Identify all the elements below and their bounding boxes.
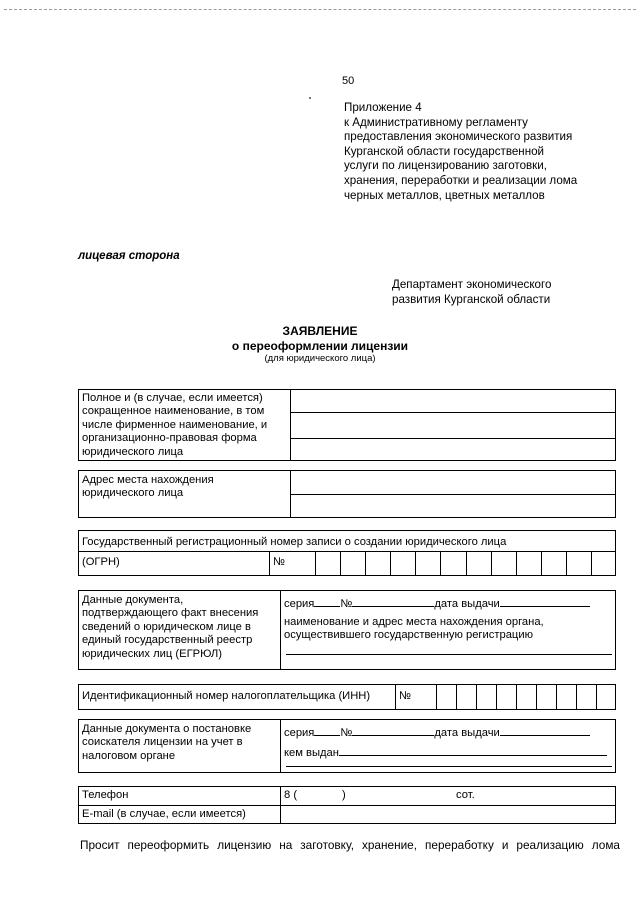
egrul-label: Данные документа, подтверждающего факт внесения сведений о юридическом лице в единый государственный реестр юридических лиц (ЕГРЮЛ)	[82, 594, 259, 660]
side-label: лицевая сторона	[78, 250, 180, 262]
digit-cell-divider	[340, 551, 341, 576]
digit-cell-divider	[591, 551, 592, 576]
tax-series-row: серия № дата выдачи	[284, 725, 590, 740]
appendix-line: хранения, переработки и реализации лома	[344, 173, 578, 187]
ogrn-label: Государственный регистрационный номер записи о создании юридического лица	[82, 536, 507, 548]
digit-cell-divider	[516, 551, 517, 576]
digit-cell-divider	[390, 551, 391, 576]
tax-label: Данные документа о постановке соискателя лицензии на учет в налоговом органе	[82, 723, 252, 762]
phone-label: Телефон	[82, 789, 129, 801]
digit-cell-divider	[440, 551, 441, 576]
phone-close-paren: )	[342, 789, 346, 801]
document-subtitle-note: (для юридического лица)	[264, 353, 376, 364]
appendix-header	[344, 101, 629, 203]
digit-cell-divider	[536, 684, 537, 710]
department-line: Департамент экономического	[392, 278, 552, 291]
email-field[interactable]	[281, 806, 615, 823]
department-line: развития Курганской области	[392, 292, 551, 306]
digit-cell-divider	[556, 684, 557, 710]
document-subtitle: о переоформлении лицензии	[231, 339, 409, 353]
address-field-line2[interactable]	[291, 495, 615, 517]
appendix-line: предоставления экономического развития	[344, 130, 573, 144]
ogrn-abbr: (ОГРН)	[82, 556, 120, 568]
digit-cell-divider	[415, 551, 416, 576]
digit-cell-divider	[365, 551, 366, 576]
inn-number-sign: №	[399, 690, 412, 702]
digit-cell-divider	[491, 551, 492, 576]
tax-issued-by-row: кем выдан	[284, 745, 607, 760]
department-addressee	[392, 278, 551, 307]
full-name-label: Полное и (в случае, если имеется) сокращенное наименование, в том числе фирменное наименование, и организационно-правовая форма юридического лица	[82, 392, 268, 458]
address-field-line1[interactable]	[291, 471, 615, 493]
digit-cell-divider	[466, 551, 467, 576]
digit-cell-divider	[496, 684, 497, 710]
phone-mobile-label: сот.	[456, 789, 475, 801]
legal-form-field[interactable]	[291, 439, 615, 460]
page-number: 50	[342, 75, 355, 87]
email-label: E-mail (в случае, если имеется)	[82, 808, 246, 820]
inn-digit-cells[interactable]	[416, 684, 616, 710]
tax-issued-by-blank[interactable]	[339, 745, 607, 756]
egrul-date-blank[interactable]	[500, 596, 590, 607]
digit-cell-divider	[516, 684, 517, 710]
egrul-number-blank[interactable]	[352, 596, 434, 607]
full-name-field[interactable]	[291, 390, 615, 411]
tax-issued-by-blank-2[interactable]	[286, 766, 612, 767]
scan-dot	[309, 97, 311, 99]
egrul-series-blank[interactable]	[314, 596, 340, 607]
short-name-field[interactable]	[291, 413, 615, 437]
tax-number-blank[interactable]	[352, 725, 434, 736]
top-edge-dashed-line	[4, 9, 636, 10]
inn-label: Идентификационный номер налогоплательщика (ИНН)	[82, 690, 371, 702]
ogrn-number-sign: №	[273, 556, 286, 568]
appendix-line: Приложение 4	[344, 101, 422, 114]
address-label: Адрес места нахождения юридического лица	[82, 474, 214, 500]
digit-cell-divider	[476, 684, 477, 710]
egrul-series-row: серия № дата выдачи	[284, 596, 590, 611]
appendix-line: услуги по лицензированию заготовки,	[344, 159, 547, 173]
digit-cell-divider	[541, 551, 542, 576]
phone-prefix: 8 (	[284, 789, 298, 801]
appendix-line: черных металлов, цветных металлов	[344, 188, 545, 202]
digit-cell-divider	[576, 684, 577, 710]
appendix-line: к Административному регламенту	[344, 115, 528, 129]
phone-field[interactable]	[300, 787, 450, 804]
digit-cell-divider	[566, 551, 567, 576]
egrul-authority-label: наименование и адрес места нахождения органа, осуществившего государственную регистрацию	[284, 616, 544, 642]
tax-series-blank[interactable]	[314, 725, 340, 736]
digit-cell-divider	[596, 684, 597, 710]
digit-cell-divider	[315, 551, 316, 576]
egrul-authority-blank[interactable]	[286, 654, 612, 655]
tax-date-blank[interactable]	[500, 725, 590, 736]
appendix-line: Курганской области государственной	[344, 144, 545, 158]
digit-cell-divider	[436, 684, 437, 710]
request-paragraph: Просит переоформить лицензию на заготовку, хранение, переработку и реализацию лома	[80, 838, 620, 852]
ogrn-digit-cells[interactable]	[290, 551, 616, 576]
document-title: ЗАЯВЛЕНИЕ	[282, 324, 358, 338]
digit-cell-divider	[456, 684, 457, 710]
